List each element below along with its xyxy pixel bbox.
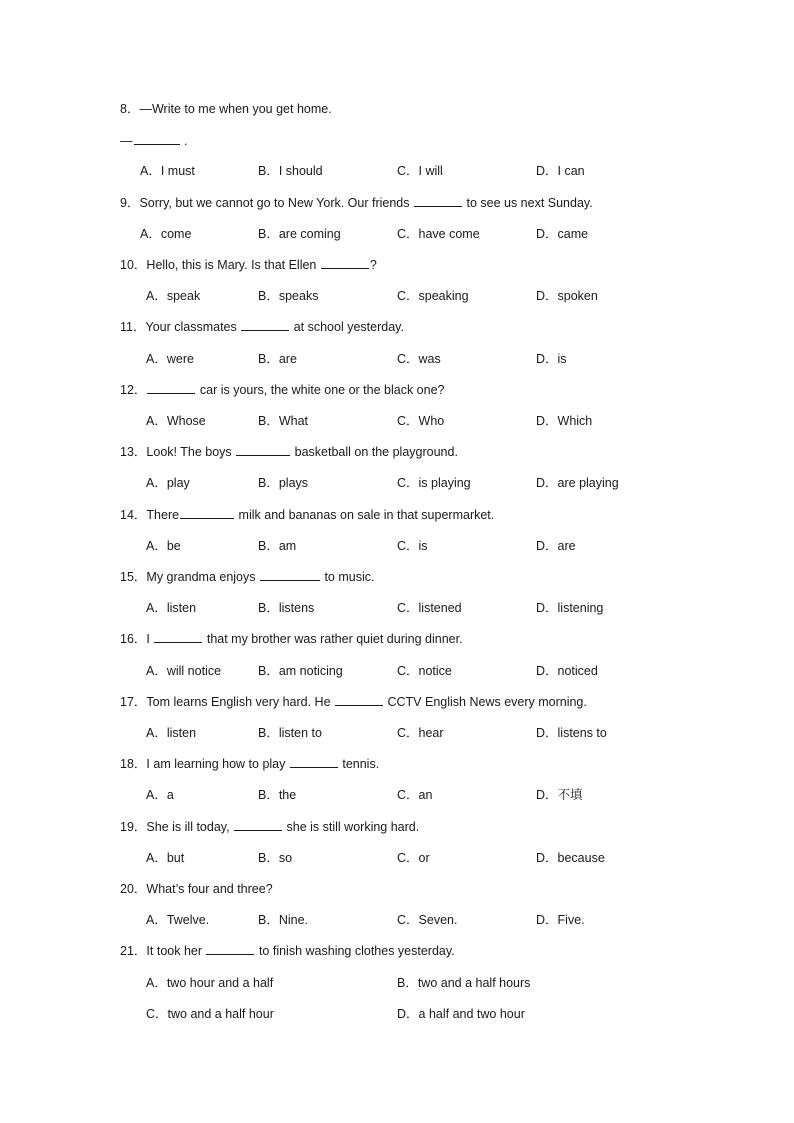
option-c[interactable]: C．notice [397,664,452,678]
question-number-separator: ． [133,944,147,958]
question-stem [0,755,794,773]
question-text-before: There [146,508,180,522]
option-d[interactable]: D．Which [536,414,593,428]
question-text-after: to finish washing clothes yesterday. [255,944,455,958]
answer-blank [134,132,180,145]
option-b[interactable]: B．are [258,352,297,366]
question-stem [0,693,794,711]
question-stem [0,506,794,524]
question-number: 14 [120,508,134,522]
question-stem [0,630,794,648]
question-text-before: Your classmates [145,320,241,334]
answer-blank [414,194,462,207]
option-a[interactable]: A．listen [146,601,197,615]
option-d[interactable]: D．came [536,227,589,241]
question-number: 8 [120,102,127,116]
question-stem [0,818,794,836]
option-d[interactable]: D．不填 [536,788,583,802]
question-stem [0,194,794,212]
option-d[interactable]: D．are playing [536,476,619,490]
question-number-separator: ． [133,508,147,522]
option-a[interactable]: A．be [146,539,181,553]
question-number-separator: ． [126,196,140,210]
options-row [0,225,794,243]
option-d[interactable]: D．listening [536,601,604,615]
question-number-separator: ． [133,570,147,584]
question-number-separator: ． [133,757,147,771]
question-stem [0,443,794,461]
options-row [0,662,794,680]
question-number-separator: ． [133,258,147,272]
answer-blank [260,568,320,581]
option-c[interactable]: C．is [397,539,428,553]
options-row [0,974,794,992]
question-number: 19 [120,820,134,834]
question-text-after: at school yesterday. [290,320,404,334]
option-b[interactable]: B．am noticing [258,664,343,678]
question-text-before: Sorry, but we cannot go to New York. Our friends [139,196,413,210]
question-number: 10 [120,258,134,272]
option-d[interactable]: D．are [536,539,576,553]
option-d[interactable]: D．because [536,851,605,865]
option-c[interactable]: C．have come [397,227,480,241]
question-text-after: that my brother was rather quiet during dinner. [203,632,463,646]
option-b[interactable]: B．so [258,851,293,865]
question-number-separator: ． [133,695,147,709]
question-text-before: —Write to me when you get home. [139,102,332,116]
question-text-after: she is still working hard. [283,820,420,834]
question-number: 11 [120,320,133,334]
question-stem [0,568,794,586]
question-number: 12 [120,383,134,397]
option-d[interactable]: D．I can [536,164,585,178]
option-b[interactable]: B．am [258,539,297,553]
question-number-separator: ． [133,820,147,834]
question-number-separator: ． [133,632,147,646]
option-a[interactable]: A．two hour and a half [146,976,274,990]
option-c[interactable]: C．or [397,851,430,865]
response-end: . [180,134,188,148]
answer-blank [234,818,282,831]
question-number: 18 [120,757,134,771]
question-number: 16 [120,632,134,646]
option-b[interactable]: B．I should [258,164,323,178]
option-b[interactable]: B．listens [258,601,315,615]
option-d[interactable]: D．noticed [536,664,598,678]
option-a[interactable]: A．speak [146,289,201,303]
option-d[interactable]: D．a half and two hour [397,1007,525,1021]
option-c[interactable]: C．Who [397,414,445,428]
question-number: 15 [120,570,134,584]
option-c[interactable]: C．hear [397,726,444,740]
option-b[interactable]: B．plays [258,476,309,490]
option-c[interactable]: C．listened [397,601,462,615]
question-text-before: What’s four and three? [146,882,273,896]
answer-blank [241,318,289,331]
question-text-after: milk and bananas on sale in that supermarket. [235,508,495,522]
question-text-before: Tom learns English very hard. He [146,695,335,709]
option-a[interactable]: A．will notice [146,664,222,678]
question-text-before: I am learning how to play [146,757,289,771]
options-row [0,849,794,867]
option-a[interactable]: A．Whose [146,414,206,428]
answer-blank [290,755,338,768]
option-b[interactable]: B．are coming [258,227,341,241]
question-number-separator: ． [133,383,147,397]
option-c[interactable]: C．two and a half hour [146,1007,274,1021]
question-text-after: tennis. [338,757,380,771]
question-number: 20 [120,882,134,896]
question-text-before: It took her [146,944,206,958]
answer-blank [206,942,254,955]
question-text-before: She is ill today, [146,820,234,834]
question-stem [0,318,794,336]
question-number: 13 [120,445,134,459]
question-number: 17 [120,695,134,709]
options-row [0,537,794,555]
option-a[interactable]: A．listen [146,726,197,740]
question-number-separator: ． [133,445,147,459]
options-row [0,911,794,929]
option-a[interactable]: A．but [146,851,185,865]
options-row [0,724,794,742]
option-c[interactable]: C．was [397,352,441,366]
question-number: 9 [120,196,127,210]
option-c[interactable]: C．speaking [397,289,469,303]
option-c[interactable]: C．is playing [397,476,471,490]
options-row [0,599,794,617]
option-b[interactable]: B．listen to [258,726,322,740]
answer-blank [147,381,195,394]
question-text-before: Look! The boys [146,445,236,459]
option-d[interactable]: D．listens to [536,726,607,740]
question-text-after: to see us next Sunday. [463,196,593,210]
option-b[interactable]: B．the [258,788,297,802]
option-d[interactable]: D．Five. [536,913,585,927]
answer-blank [321,256,369,269]
answer-blank [335,693,383,706]
options-row [0,350,794,368]
question-text-before: Hello, this is Mary. Is that Ellen [146,258,320,272]
question-stem [0,942,794,960]
option-a[interactable]: A．were [146,352,194,366]
answer-blank [154,630,202,643]
answer-blank [236,443,290,456]
question-text-after: to music. [320,570,375,584]
response-dash: — [120,134,133,148]
question-number-separator: ． [132,320,146,334]
option-b[interactable]: B．two and a half hours [397,976,531,990]
options-row [0,786,794,804]
option-c[interactable]: C．I will [397,164,443,178]
question-text-before: I [146,632,154,646]
question-text-after: ? [369,258,377,272]
options-row [0,1005,794,1023]
option-a[interactable]: A．I must [140,164,195,178]
question-text-before: My grandma enjoys [146,570,259,584]
answer-blank [180,506,234,519]
question-stem [0,256,794,274]
question-stem [0,381,794,399]
option-a[interactable]: A．Twelve. [146,913,210,927]
option-d[interactable]: D．spoken [536,289,598,303]
option-a[interactable]: A．play [146,476,190,490]
options-row [0,412,794,430]
option-a[interactable]: A．a [146,788,174,802]
options-row [0,162,794,180]
option-c[interactable]: C．Seven. [397,913,458,927]
option-b[interactable]: B．speaks [258,289,319,303]
option-c[interactable]: C．an [397,788,433,802]
question-text-after: basketball on the playground. [291,445,458,459]
question-number: 21 [120,944,134,958]
question-text-after: car is yours, the white one or the black one? [196,383,445,397]
option-a[interactable]: A．come [140,227,192,241]
options-row [0,287,794,305]
question-stem [0,880,794,898]
question-text-after: CCTV English News every morning. [384,695,587,709]
question-number-separator: ． [126,102,140,116]
question-stem [0,100,794,118]
options-row [0,474,794,492]
question-number-separator: ． [133,882,147,896]
option-b[interactable]: B．What [258,414,309,428]
option-b[interactable]: B．Nine. [258,913,309,927]
dialogue-response-line [0,132,794,150]
option-d[interactable]: D．is [536,352,567,366]
